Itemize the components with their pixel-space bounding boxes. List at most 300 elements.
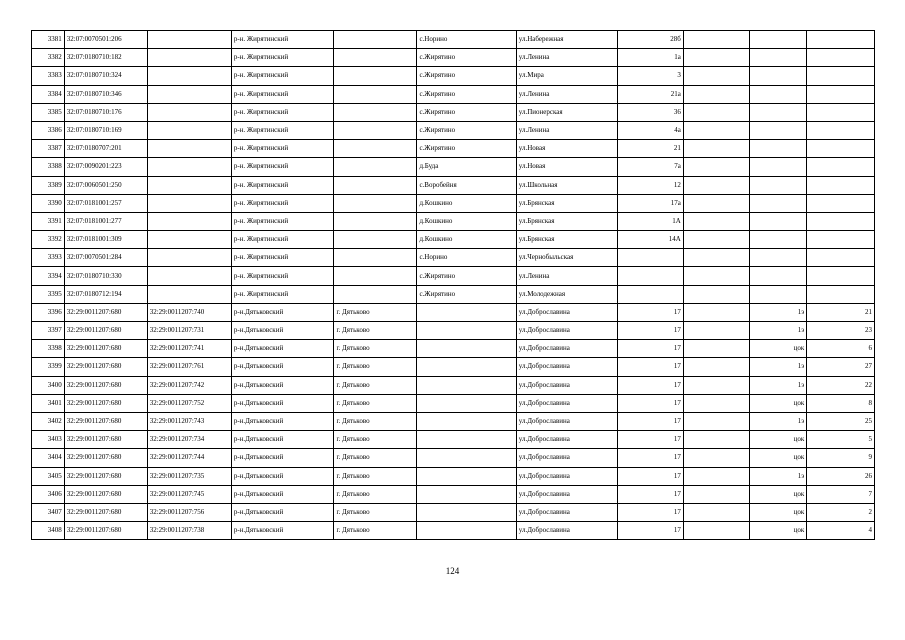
cell-cadastral-number: 32:07:0181001:257	[64, 194, 147, 212]
cell-settlement	[417, 467, 516, 485]
table-row	[32, 303, 875, 321]
cell-floor: цок	[750, 431, 807, 449]
cell-building	[683, 376, 750, 394]
cell-street: ул.Доброславина	[516, 340, 618, 358]
cell-building	[683, 249, 750, 267]
cell-district: р-н. Жирятинский	[231, 103, 334, 121]
cell-street: ул.Доброславина	[516, 485, 618, 503]
cell-district: р-н.Дятьковский	[231, 412, 334, 430]
cell-row-number: 3392	[32, 231, 65, 249]
cell-room-cadastral-number	[147, 267, 231, 285]
cell-city: г. Дятьково	[334, 303, 417, 321]
cell-street: ул.Доброславина	[516, 394, 618, 412]
cell-apartment: 23	[807, 322, 875, 340]
cell-cadastral-number: 32:29:0011207:680	[64, 322, 147, 340]
cell-floor	[750, 103, 807, 121]
cell-settlement: с.Жирятино	[417, 49, 516, 67]
table-row	[32, 176, 875, 194]
cell-cadastral-number: 32:29:0011207:680	[64, 376, 147, 394]
cell-apartment	[807, 31, 875, 49]
cell-floor	[750, 67, 807, 85]
cell-floor: цок	[750, 340, 807, 358]
cell-room-cadastral-number: 32:29:0011207:761	[147, 358, 231, 376]
cell-settlement	[417, 358, 516, 376]
cell-cadastral-number: 32:07:0180712:194	[64, 285, 147, 303]
table-row	[32, 231, 875, 249]
cell-floor: цок	[750, 522, 807, 540]
cell-floor: цок	[750, 503, 807, 521]
cell-street: ул.Чернобыльская	[516, 249, 618, 267]
cell-apartment	[807, 158, 875, 176]
cell-settlement: д.Кошкино	[417, 194, 516, 212]
cell-settlement: с.Жирятино	[417, 267, 516, 285]
cell-street: ул.Доброславина	[516, 449, 618, 467]
cell-settlement	[417, 412, 516, 430]
cell-cadastral-number: 32:29:0011207:680	[64, 503, 147, 521]
cell-cadastral-number: 32:29:0011207:680	[64, 431, 147, 449]
table-row	[32, 31, 875, 49]
cell-house-number: 17	[618, 485, 684, 503]
cell-cadastral-number: 32:29:0011207:680	[64, 467, 147, 485]
cell-floor	[750, 285, 807, 303]
cell-house-number	[618, 285, 684, 303]
cell-house-number: 17	[618, 503, 684, 521]
cell-city: г. Дятьково	[334, 485, 417, 503]
cell-house-number: 17	[618, 522, 684, 540]
table-row	[32, 376, 875, 394]
cell-cadastral-number: 32:07:0180710:169	[64, 121, 147, 139]
cell-settlement: с.Жирятино	[417, 85, 516, 103]
cell-district: р-н.Дятьковский	[231, 467, 334, 485]
cell-city	[334, 212, 417, 230]
cell-settlement: с.Жирятино	[417, 67, 516, 85]
cell-floor	[750, 49, 807, 67]
table-row	[32, 340, 875, 358]
cell-row-number: 3381	[32, 31, 65, 49]
cell-building	[683, 467, 750, 485]
cell-building	[683, 412, 750, 430]
cell-room-cadastral-number: 32:29:0011207:734	[147, 431, 231, 449]
table-row	[32, 49, 875, 67]
cell-apartment	[807, 267, 875, 285]
cell-row-number: 3386	[32, 121, 65, 139]
cell-floor	[750, 231, 807, 249]
cell-house-number: 17	[618, 358, 684, 376]
cell-building	[683, 431, 750, 449]
page-number: 124	[445, 566, 460, 576]
cell-city	[334, 267, 417, 285]
cell-room-cadastral-number: 32:29:0011207:743	[147, 412, 231, 430]
cell-settlement: с.Жирятино	[417, 140, 516, 158]
cell-settlement	[417, 485, 516, 503]
cell-row-number: 3407	[32, 503, 65, 521]
cell-house-number: 1а	[618, 49, 684, 67]
cell-row-number: 3400	[32, 376, 65, 394]
cell-house-number: 17	[618, 449, 684, 467]
table-row	[32, 285, 875, 303]
cell-district: р-н. Жирятинский	[231, 31, 334, 49]
cell-floor: 1э	[750, 376, 807, 394]
cell-cadastral-number: 32:29:0011207:680	[64, 449, 147, 467]
cell-floor	[750, 249, 807, 267]
cell-city: г. Дятьково	[334, 394, 417, 412]
cell-building	[683, 212, 750, 230]
cell-building	[683, 231, 750, 249]
cell-street: ул.Доброславина	[516, 376, 618, 394]
cell-row-number: 3388	[32, 158, 65, 176]
cell-house-number: 12	[618, 176, 684, 194]
cell-settlement: с.Норино	[417, 31, 516, 49]
cell-room-cadastral-number	[147, 85, 231, 103]
cell-room-cadastral-number	[147, 231, 231, 249]
cell-district: р-н.Дятьковский	[231, 376, 334, 394]
cell-city: г. Дятьково	[334, 449, 417, 467]
cell-cadastral-number: 32:29:0011207:680	[64, 394, 147, 412]
cell-building	[683, 49, 750, 67]
cell-cadastral-number: 32:07:0180710:346	[64, 85, 147, 103]
cell-room-cadastral-number: 32:29:0011207:741	[147, 340, 231, 358]
cell-floor	[750, 31, 807, 49]
cell-floor: 1э	[750, 322, 807, 340]
cell-street: ул.Ленина	[516, 121, 618, 139]
cell-row-number: 3396	[32, 303, 65, 321]
cell-row-number: 3401	[32, 394, 65, 412]
cell-apartment: 9	[807, 449, 875, 467]
table-row	[32, 103, 875, 121]
cell-cadastral-number: 32:07:0180707:201	[64, 140, 147, 158]
cell-cadastral-number: 32:07:0180710:324	[64, 67, 147, 85]
cell-street: ул.Ленина	[516, 267, 618, 285]
cell-building	[683, 322, 750, 340]
cell-floor	[750, 212, 807, 230]
cell-apartment: 25	[807, 412, 875, 430]
cell-city	[334, 49, 417, 67]
cell-district: р-н.Дятьковский	[231, 503, 334, 521]
table-row	[32, 394, 875, 412]
table-row	[32, 431, 875, 449]
cell-street: ул.Новая	[516, 140, 618, 158]
cell-building	[683, 522, 750, 540]
cell-room-cadastral-number: 32:29:0011207:752	[147, 394, 231, 412]
cell-apartment	[807, 103, 875, 121]
cell-floor	[750, 267, 807, 285]
cell-room-cadastral-number	[147, 67, 231, 85]
cell-street: ул.Доброславина	[516, 322, 618, 340]
cell-settlement	[417, 376, 516, 394]
cell-apartment: 2	[807, 503, 875, 521]
cell-apartment: 7	[807, 485, 875, 503]
cell-building	[683, 103, 750, 121]
cell-settlement	[417, 449, 516, 467]
cell-room-cadastral-number: 32:29:0011207:738	[147, 522, 231, 540]
cell-city: г. Дятьково	[334, 503, 417, 521]
cell-district: р-н. Жирятинский	[231, 49, 334, 67]
cell-cadastral-number: 32:07:0181001:277	[64, 212, 147, 230]
cell-room-cadastral-number: 32:29:0011207:756	[147, 503, 231, 521]
cell-building	[683, 158, 750, 176]
table-row	[32, 85, 875, 103]
cell-room-cadastral-number	[147, 31, 231, 49]
cell-floor	[750, 140, 807, 158]
cell-district: р-н. Жирятинский	[231, 140, 334, 158]
cell-cadastral-number: 32:29:0011207:680	[64, 358, 147, 376]
cell-street: ул.Доброславина	[516, 412, 618, 430]
cell-district: р-н. Жирятинский	[231, 267, 334, 285]
cell-row-number: 3403	[32, 431, 65, 449]
cell-city: г. Дятьково	[334, 412, 417, 430]
cell-settlement: д.Кошкино	[417, 231, 516, 249]
table-row	[32, 121, 875, 139]
cell-street: ул.Школьная	[516, 176, 618, 194]
cell-settlement	[417, 322, 516, 340]
cell-settlement: с.Воробейня	[417, 176, 516, 194]
cell-city: г. Дятьково	[334, 340, 417, 358]
cell-row-number: 3387	[32, 140, 65, 158]
cell-house-number: 28б	[618, 31, 684, 49]
cell-city	[334, 140, 417, 158]
cell-district: р-н. Жирятинский	[231, 249, 334, 267]
cell-district: р-н. Жирятинский	[231, 231, 334, 249]
registry-table-body	[32, 31, 875, 540]
cell-floor: 1э	[750, 467, 807, 485]
cell-street: ул.Доброславина	[516, 431, 618, 449]
cell-district: р-н. Жирятинский	[231, 176, 334, 194]
cell-building	[683, 485, 750, 503]
cell-apartment	[807, 285, 875, 303]
cell-district: р-н. Жирятинский	[231, 212, 334, 230]
cell-district: р-н.Дятьковский	[231, 394, 334, 412]
table-row	[32, 358, 875, 376]
table-row	[32, 67, 875, 85]
table-row	[32, 158, 875, 176]
cell-building	[683, 67, 750, 85]
cell-apartment	[807, 140, 875, 158]
cell-house-number: 17	[618, 376, 684, 394]
cell-room-cadastral-number	[147, 121, 231, 139]
cell-house-number: 17а	[618, 194, 684, 212]
cell-house-number: 17	[618, 303, 684, 321]
cell-street: ул.Доброславина	[516, 303, 618, 321]
cell-apartment	[807, 67, 875, 85]
cell-settlement: д.Буда	[417, 158, 516, 176]
cell-building	[683, 503, 750, 521]
cell-district: р-н.Дятьковский	[231, 303, 334, 321]
cell-district: р-н. Жирятинский	[231, 285, 334, 303]
cell-district: р-н. Жирятинский	[231, 67, 334, 85]
table-row	[32, 449, 875, 467]
cell-settlement: с.Жирятино	[417, 103, 516, 121]
cell-street: ул.Доброславина	[516, 503, 618, 521]
cell-room-cadastral-number: 32:29:0011207:745	[147, 485, 231, 503]
cell-apartment	[807, 249, 875, 267]
cell-row-number: 3385	[32, 103, 65, 121]
table-row	[32, 412, 875, 430]
cell-street: ул.Ленина	[516, 49, 618, 67]
cell-row-number: 3408	[32, 522, 65, 540]
table-row	[32, 322, 875, 340]
cell-district: р-н.Дятьковский	[231, 340, 334, 358]
cell-row-number: 3404	[32, 449, 65, 467]
cell-room-cadastral-number: 32:29:0011207:744	[147, 449, 231, 467]
table-row	[32, 212, 875, 230]
cell-cadastral-number: 32:29:0011207:680	[64, 485, 147, 503]
cell-room-cadastral-number	[147, 49, 231, 67]
cell-house-number: 17	[618, 394, 684, 412]
table-row	[32, 194, 875, 212]
cell-house-number: 4а	[618, 121, 684, 139]
cell-city: г. Дятьково	[334, 431, 417, 449]
cell-floor: цок	[750, 485, 807, 503]
cell-settlement	[417, 522, 516, 540]
cell-city	[334, 194, 417, 212]
registry-table	[31, 30, 875, 540]
cell-apartment: 4	[807, 522, 875, 540]
cell-room-cadastral-number: 32:29:0011207:742	[147, 376, 231, 394]
cell-building	[683, 340, 750, 358]
cell-settlement: с.Жирятино	[417, 121, 516, 139]
cell-house-number: 17	[618, 340, 684, 358]
cell-row-number: 3395	[32, 285, 65, 303]
cell-city	[334, 285, 417, 303]
cell-settlement	[417, 394, 516, 412]
cell-cadastral-number: 32:29:0011207:680	[64, 303, 147, 321]
cell-row-number: 3382	[32, 49, 65, 67]
cell-row-number: 3391	[32, 212, 65, 230]
cell-row-number: 3389	[32, 176, 65, 194]
cell-street: ул.Новая	[516, 158, 618, 176]
cell-house-number: 17	[618, 431, 684, 449]
cell-building	[683, 449, 750, 467]
cell-house-number: 17	[618, 412, 684, 430]
cell-district: р-н.Дятьковский	[231, 449, 334, 467]
cell-cadastral-number: 32:29:0011207:680	[64, 412, 147, 430]
cell-cadastral-number: 32:07:0181001:309	[64, 231, 147, 249]
cell-district: р-н. Жирятинский	[231, 158, 334, 176]
cell-house-number: 3	[618, 67, 684, 85]
cell-city	[334, 158, 417, 176]
cell-street: ул.Пионерская	[516, 103, 618, 121]
table-row	[32, 485, 875, 503]
cell-district: р-н. Жирятинский	[231, 194, 334, 212]
cell-house-number: 21а	[618, 85, 684, 103]
cell-city	[334, 176, 417, 194]
cell-apartment: 21	[807, 303, 875, 321]
cell-apartment: 22	[807, 376, 875, 394]
cell-floor	[750, 194, 807, 212]
cell-room-cadastral-number: 32:29:0011207:740	[147, 303, 231, 321]
cell-district: р-н.Дятьковский	[231, 485, 334, 503]
cell-cadastral-number: 32:29:0011207:680	[64, 522, 147, 540]
cell-house-number: 21	[618, 140, 684, 158]
cell-floor: 1э	[750, 412, 807, 430]
cell-house-number: 7а	[618, 158, 684, 176]
cell-apartment: 27	[807, 358, 875, 376]
cell-row-number: 3383	[32, 67, 65, 85]
cell-street: ул.Доброславина	[516, 522, 618, 540]
cell-cadastral-number: 32:07:0060501:250	[64, 176, 147, 194]
cell-room-cadastral-number	[147, 140, 231, 158]
cell-building	[683, 140, 750, 158]
cell-city	[334, 85, 417, 103]
cell-settlement: с.Норино	[417, 249, 516, 267]
cell-row-number: 3398	[32, 340, 65, 358]
cell-room-cadastral-number: 32:29:0011207:735	[147, 467, 231, 485]
cell-house-number: 17	[618, 467, 684, 485]
table-row	[32, 140, 875, 158]
cell-building	[683, 267, 750, 285]
cell-settlement: д.Кошкино	[417, 212, 516, 230]
table-row	[32, 522, 875, 540]
cell-district: р-н.Дятьковский	[231, 431, 334, 449]
cell-district: р-н. Жирятинский	[231, 85, 334, 103]
cell-room-cadastral-number	[147, 176, 231, 194]
cell-building	[683, 303, 750, 321]
cell-city	[334, 103, 417, 121]
cell-building	[683, 121, 750, 139]
cell-district: р-н.Дятьковский	[231, 522, 334, 540]
cell-settlement	[417, 503, 516, 521]
cell-row-number: 3390	[32, 194, 65, 212]
cell-apartment	[807, 176, 875, 194]
cell-row-number: 3384	[32, 85, 65, 103]
cell-floor: цок	[750, 449, 807, 467]
cell-district: р-н.Дятьковский	[231, 358, 334, 376]
cell-cadastral-number: 32:07:0070501:284	[64, 249, 147, 267]
cell-row-number: 3394	[32, 267, 65, 285]
cell-city: г. Дятьково	[334, 376, 417, 394]
cell-city: г. Дятьково	[334, 522, 417, 540]
cell-row-number: 3397	[32, 322, 65, 340]
cell-district: р-н.Дятьковский	[231, 322, 334, 340]
table-row	[32, 503, 875, 521]
cell-building	[683, 358, 750, 376]
cell-city: г. Дятьково	[334, 358, 417, 376]
cell-cadastral-number: 32:29:0011207:680	[64, 340, 147, 358]
cell-settlement	[417, 303, 516, 321]
cell-apartment: 6	[807, 340, 875, 358]
cell-floor	[750, 85, 807, 103]
cell-building	[683, 176, 750, 194]
cell-street: ул.Брянская	[516, 212, 618, 230]
cell-floor	[750, 176, 807, 194]
cell-cadastral-number: 32:07:0070501:206	[64, 31, 147, 49]
cell-house-number: 14А	[618, 231, 684, 249]
cell-floor: 1э	[750, 358, 807, 376]
cell-street: ул.Мира	[516, 67, 618, 85]
cell-city: г. Дятьково	[334, 322, 417, 340]
cell-apartment: 8	[807, 394, 875, 412]
cell-street: ул.Ленина	[516, 85, 618, 103]
cell-building	[683, 85, 750, 103]
cell-room-cadastral-number	[147, 249, 231, 267]
cell-room-cadastral-number	[147, 194, 231, 212]
cell-row-number: 3406	[32, 485, 65, 503]
cell-floor: 1э	[750, 303, 807, 321]
cell-row-number: 3393	[32, 249, 65, 267]
cell-house-number: 36	[618, 103, 684, 121]
cell-cadastral-number: 32:07:0180710:330	[64, 267, 147, 285]
cell-row-number: 3405	[32, 467, 65, 485]
cell-city	[334, 231, 417, 249]
cell-settlement	[417, 431, 516, 449]
cell-row-number: 3402	[32, 412, 65, 430]
cell-floor: цок	[750, 394, 807, 412]
cell-room-cadastral-number: 32:29:0011207:731	[147, 322, 231, 340]
cell-house-number	[618, 249, 684, 267]
cell-street: ул.Доброславина	[516, 358, 618, 376]
table-row	[32, 267, 875, 285]
cell-building	[683, 394, 750, 412]
